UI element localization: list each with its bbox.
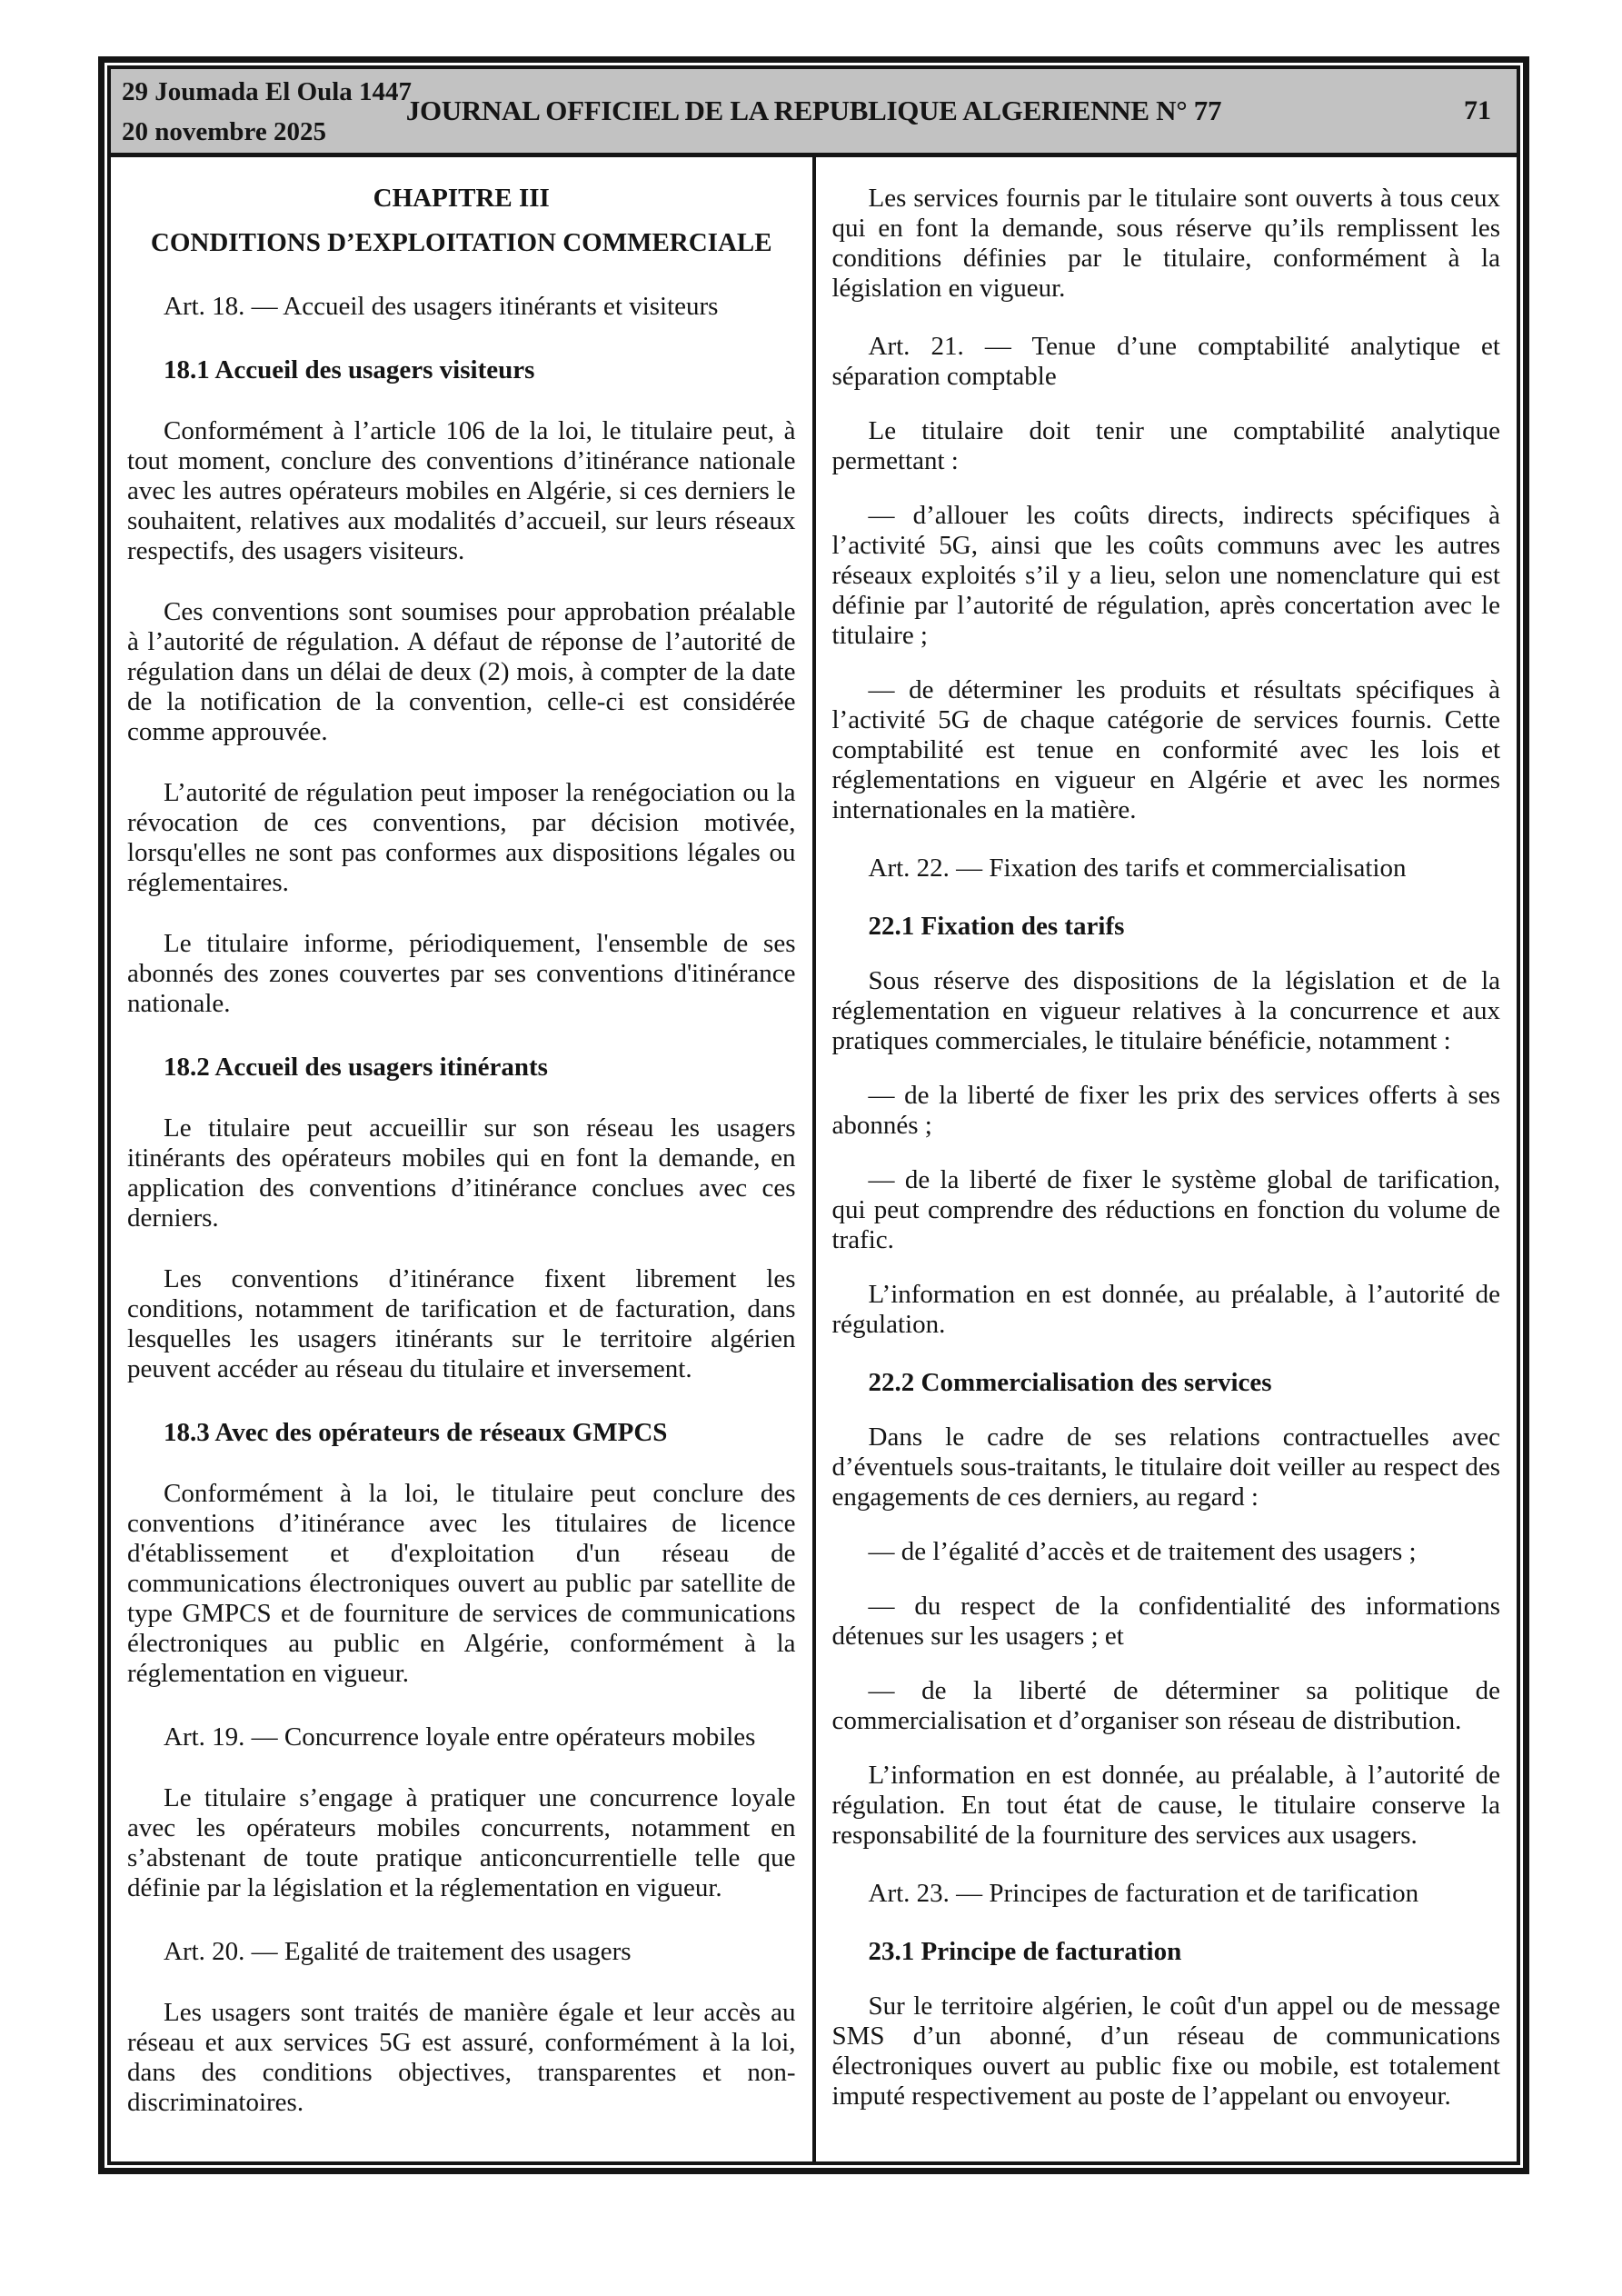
paragraph: Le titulaire peut accueillir sur son réseau les usagers itinérants des opérateurs mobiles qui en font la demande, en application des conventions d’itinérance conclues avec ces derniers. [127, 1113, 796, 1233]
journal-title: JOURNAL OFFICIEL DE LA REPUBLIQUE ALGERIENNE N° 77 [405, 95, 1222, 126]
paragraph: Sous réserve des dispositions de la législation et de la réglementation en vigueur relatives à la concurrence et aux pratiques commerciales, le titulaire bénéficie, notamment : [831, 966, 1500, 1055]
date-hijri: 29 Joumada El Oula 1447 [122, 77, 413, 106]
section-heading: 18.3 Avec des opérateurs de réseaux GMPCS [164, 1418, 668, 1447]
paragraph: Les conventions d’itinérance fixent librement les conditions, notamment de tarification et de facturation, dans lesquelles les usagers itinérants sur le territoire algérien peuvent accéder au réseau du titulaire et inversement. [127, 1264, 796, 1383]
page-frame [98, 56, 1529, 2174]
paragraph: Le titulaire doit tenir une comptabilité analytique permettant : [831, 416, 1500, 475]
paragraph: L’information en est donnée, au préalable, à l’autorité de régulation. [831, 1280, 1500, 1339]
paragraph: Conformément à la loi, le titulaire peut conclure des conventions d’itinérance avec les titulaires de licence d'établissement et d'exploitation d'un réseau de communications électroniques ouvert au public par satellite de type GMPCS et de fourniture de services de communications électroniques au public en Algérie, conformément à la réglementation en vigueur. [127, 1479, 796, 1688]
content-columns [111, 157, 1517, 2161]
article-heading: Art. 21. — Tenue d’une comptabilité analytique et séparation comptable [831, 332, 1500, 391]
paragraph: — de la liberté de fixer les prix des services offerts à ses abonnés ; [831, 1081, 1500, 1140]
paragraph: L’autorité de régulation peut imposer la renégociation ou la révocation de ces conventions, par décision motivée, lorsqu'elles ne sont pas conformes aux dispositions légales ou réglementaires. [127, 778, 796, 897]
article-heading: Art. 18. — Accueil des usagers itinérants et visiteurs [164, 292, 719, 321]
header-dates [122, 72, 412, 152]
right-column [816, 157, 1518, 2161]
article-heading: Art. 22. — Fixation des tarifs et commercialisation [868, 854, 1407, 883]
paragraph: — de l’égalité d’accès et de traitement des usagers ; [868, 1537, 1417, 1566]
paragraph: Le titulaire s’engage à pratiquer une concurrence loyale avec les opérateurs mobiles concurrents, notamment en s’abstenant de toute pratique anticoncurrentielle telle que définie par la législation et la réglementation en vigueur. [127, 1783, 796, 1902]
paragraph: Les services fournis par le titulaire sont ouverts à tous ceux qui en font la demande, sous réserve qu’ils remplissent les conditions définies par le titulaire, conformément à la législation en vigueur. [831, 184, 1500, 303]
paragraph: Les usagers sont traités de manière égale et leur accès au réseau et aux services 5G est assuré, conformément à la loi, dans des conditions objectives, transparentes et non- discriminatoires. [127, 1998, 796, 2117]
section-heading: 18.2 Accueil des usagers itinérants [164, 1053, 548, 1082]
paragraph: Dans le cadre de ses relations contractuelles avec d’éventuels sous-traitants, le titulaire doit veiller au respect des engagements de ces derniers, au regard : [831, 1423, 1500, 1512]
paragraph: Ces conventions sont soumises pour approbation préalable à l’autorité de régulation. A défaut de réponse de l’autorité de régulation dans un délai de deux (2) mois, à compter de la date de la notification de la convention, celle-ci est considérée comme approuvée. [127, 597, 796, 746]
paragraph: — de la liberté de déterminer sa politique de commercialisation et d’organiser son réseau de distribution. [831, 1676, 1500, 1735]
paragraph: — d’allouer les coûts directs, indirects spécifiques à l’activité 5G, ainsi que les coûts communs avec les autres réseaux exploités s’il y a lieu, selon une nomenclature qui est définie par l’autorité de régulation, après concertation avec le titulaire ; [831, 501, 1500, 650]
article-heading: Art. 20. — Egalité de traitement des usagers [164, 1937, 632, 1966]
section-heading: 18.1 Accueil des usagers visiteurs [164, 355, 535, 384]
section-heading: 22.2 Commercialisation des services [868, 1368, 1272, 1397]
paragraph: — de la liberté de fixer le système global de tarification, qui peut comprendre des réductions en fonction du volume de trafic. [831, 1165, 1500, 1254]
paragraph: Conformément à l’article 106 de la loi, le titulaire peut, à tout moment, conclure des conventions d’itinérance nationale avec les autres opérateurs mobiles en Algérie, si ces derniers le souhaitent, relatives aux modalités d’accueil, sur leurs réseaux respectifs, des usagers visiteurs. [127, 416, 796, 565]
paragraph: L’information en est donnée, au préalable, à l’autorité de régulation. En tout état de cause, le titulaire conserve la responsabilité de la fourniture des services aux usagers. [831, 1761, 1500, 1850]
paragraph: — du respect de la confidentialité des informations détenues sur les usagers ; et [831, 1592, 1500, 1651]
chapter-subtitle: CONDITIONS D’EXPLOITATION COMMERCIALE [150, 228, 772, 257]
page-header [111, 69, 1517, 157]
article-heading: Art. 23. — Principes de facturation et de tarification [868, 1879, 1419, 1908]
section-heading: 23.1 Principe de facturation [868, 1937, 1182, 1966]
paragraph: — de déterminer les produits et résultats spécifiques à l’activité 5G de chaque catégorie de services fournis. Cette comptabilité est tenue en conformité avec les lois et réglementations en vigueur en Algérie et avec les normes internationales en la matière. [831, 675, 1500, 824]
article-heading: Art. 19. — Concurrence loyale entre opérateurs mobiles [164, 1722, 756, 1752]
date-gregorian: 20 novembre 2025 [122, 117, 327, 146]
left-column [111, 157, 812, 2161]
page-number: 71 [1464, 95, 1491, 125]
page-frame-inner [107, 65, 1520, 2165]
chapter-title: CHAPITRE III [373, 184, 550, 213]
section-heading: 22.1 Fixation des tarifs [868, 912, 1125, 941]
paragraph: Sur le territoire algérien, le coût d'un appel ou de message SMS d’un abonné, d’un réseau de communications électroniques ouvert au public fixe ou mobile, est totalement imputé respectivement au poste de l’appelant ou envoyeur. [831, 1992, 1500, 2111]
paragraph: Le titulaire informe, périodiquement, l'ensemble de ses abonnés des zones couvertes par ses conventions d'itinérance nationale. [127, 929, 796, 1018]
